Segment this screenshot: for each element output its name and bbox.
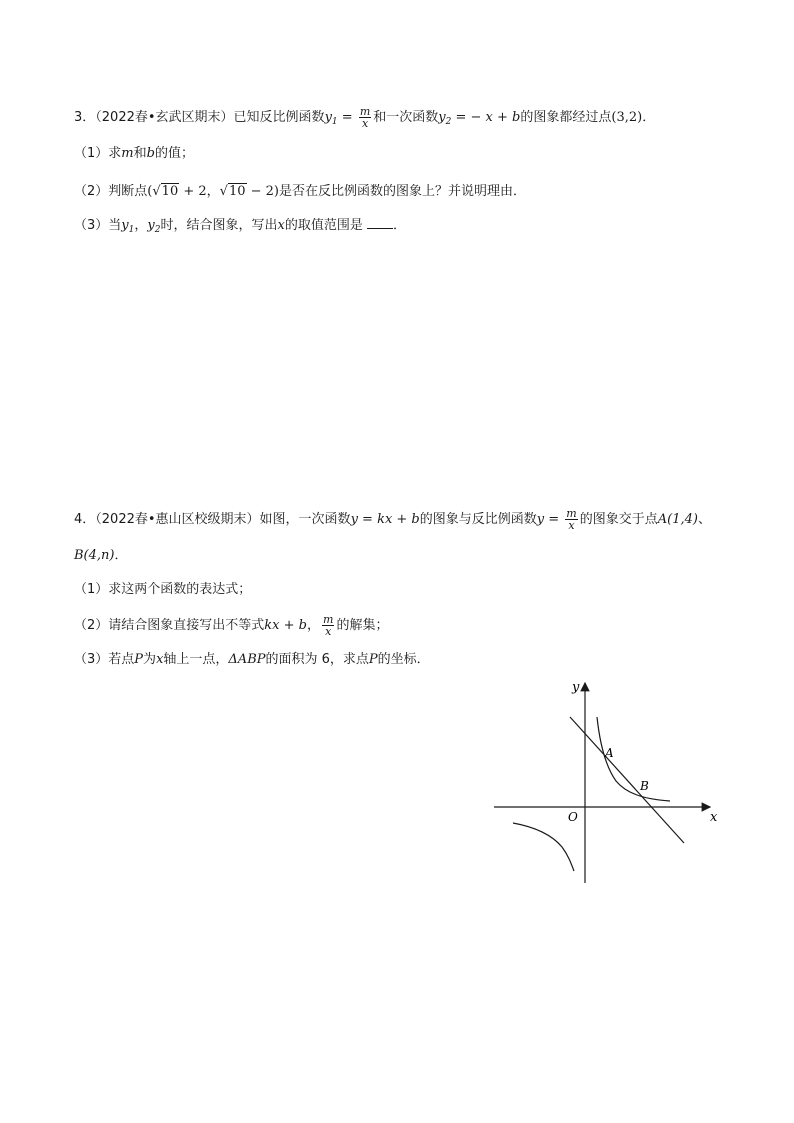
label-y: y [572, 680, 580, 695]
q4-part3-c: 轴上一点， [163, 652, 229, 667]
q4-fraction: $\frac{m}{x}$ [566, 507, 577, 532]
q4-eq1: y = kx + b [350, 512, 420, 527]
q4-y: y = [536, 512, 564, 527]
q3-fraction: $\frac{m}{x}$ [359, 105, 371, 130]
q3-end: ． [642, 110, 656, 125]
q3-part3-b: 时，结合图象，写出 [160, 218, 278, 233]
q3-eq1: = [337, 110, 357, 125]
q3-part2-minus: − 2) [246, 184, 279, 199]
q3-part1-a: 求 [108, 146, 122, 161]
q3-part1-m: m [121, 146, 134, 161]
q3-part3-x: x [277, 218, 285, 233]
q3-source: （2022春•玄武区期末） [95, 110, 234, 125]
q3-y1: $y_1$ [324, 110, 338, 127]
q3-part2-label: （2） [74, 184, 109, 199]
q3-part3-c: 的取值范围是 [284, 218, 363, 233]
q4-part3-a: 若点 [108, 652, 135, 667]
q3-part3-a: 当 [108, 218, 122, 233]
q4-part2-fraction: $\frac{m}{x}$ [323, 613, 334, 638]
q3-stem-b: 和一次函数 [373, 110, 439, 125]
q3-part3-y1: $y_1$ [121, 218, 135, 235]
q3-stem-a: 已知反比例函数 [233, 110, 325, 125]
q4-part2-label: （2） [74, 618, 109, 633]
q3-part1-c: 的值； [154, 146, 194, 161]
q3-part2-open: ( [147, 184, 153, 199]
q3-eq2: = − x + b [451, 110, 521, 125]
hyperbola-branch-lower [513, 823, 574, 871]
label-origin: O [568, 810, 578, 824]
q3-part1-b: 和 [133, 146, 147, 161]
q4-stem-cont [74, 546, 128, 566]
q4-part1-text: 求这两个函数的表达式； [108, 582, 252, 597]
q3-y2: $y_2$ [438, 110, 452, 127]
q4-part2 [74, 614, 388, 637]
q3-part1-label: （1） [74, 146, 109, 161]
q4-end: ． [114, 548, 128, 563]
q4-part2-b: 的解集； [336, 618, 389, 633]
q4-part3 [74, 650, 430, 670]
q4-part2-a: 请结合图象直接写出不等式 [108, 618, 265, 633]
q4-sep: 、 [697, 512, 711, 527]
q4-stem [74, 508, 711, 531]
q3-part2-plus: + 2， [179, 184, 220, 199]
q4-stem-b: 的图象与反比例函数 [419, 512, 537, 527]
q3-part2 [74, 182, 526, 202]
q4-part2-ineq: kx + b [264, 618, 307, 633]
q4-source: （2022春•惠山区校级期末） [95, 512, 260, 527]
q3-part3-y2: $y_2$ [147, 218, 161, 235]
q3-part2-a: 判断点 [108, 184, 148, 199]
q4-number: 4． [74, 512, 96, 527]
q4-part3-x: x [156, 652, 164, 667]
q3-part3-mid: ， [134, 218, 148, 233]
function-graph [490, 675, 730, 887]
q4-pointA: A(1,4) [657, 512, 698, 527]
label-x: x [710, 810, 718, 825]
q3-part3 [74, 216, 406, 240]
q4-part3-e: 的坐标． [377, 652, 430, 667]
label-A: A [605, 746, 614, 760]
q4-part3-label: （3） [74, 652, 109, 667]
q4-part1-label: （1） [74, 582, 109, 597]
q3-stem-c: 的图象都经过点 [520, 110, 612, 125]
q3-part2-sqrt1: √10 [152, 184, 179, 199]
q4-part1 [74, 580, 251, 600]
q3-point: (3,2) [611, 110, 643, 125]
q3-part1-bvar: b [146, 146, 155, 161]
q3-stem [74, 106, 655, 132]
q3-part2-sqrt2: √10 [219, 184, 246, 199]
q4-stem-c: 的图象交于点 [579, 512, 658, 527]
q4-part3-P: P [134, 652, 144, 667]
q4-part3-P2: P [368, 652, 378, 667]
q4-pointB: B(4,n) [74, 548, 115, 563]
q3-part2-b: 是否在反比例函数的图象上？并说明理由． [279, 184, 527, 199]
linear-function-line [570, 717, 684, 843]
q3-part3-label: （3） [74, 218, 109, 233]
q3-part1 [74, 144, 194, 164]
q3-number: 3． [74, 110, 96, 125]
q3-part3-end: ． [393, 218, 407, 233]
q4-stem-a: 如图，一次函数 [259, 512, 351, 527]
q3-answer-blank[interactable] [367, 216, 393, 229]
label-B: B [640, 779, 649, 793]
q4-part3-d: 的面积为 6，求点 [265, 652, 369, 667]
q4-part2-comma: ， [307, 618, 321, 633]
q4-part3-tri: ΔABP [228, 652, 266, 667]
q4-part3-b: 为 [143, 652, 157, 667]
